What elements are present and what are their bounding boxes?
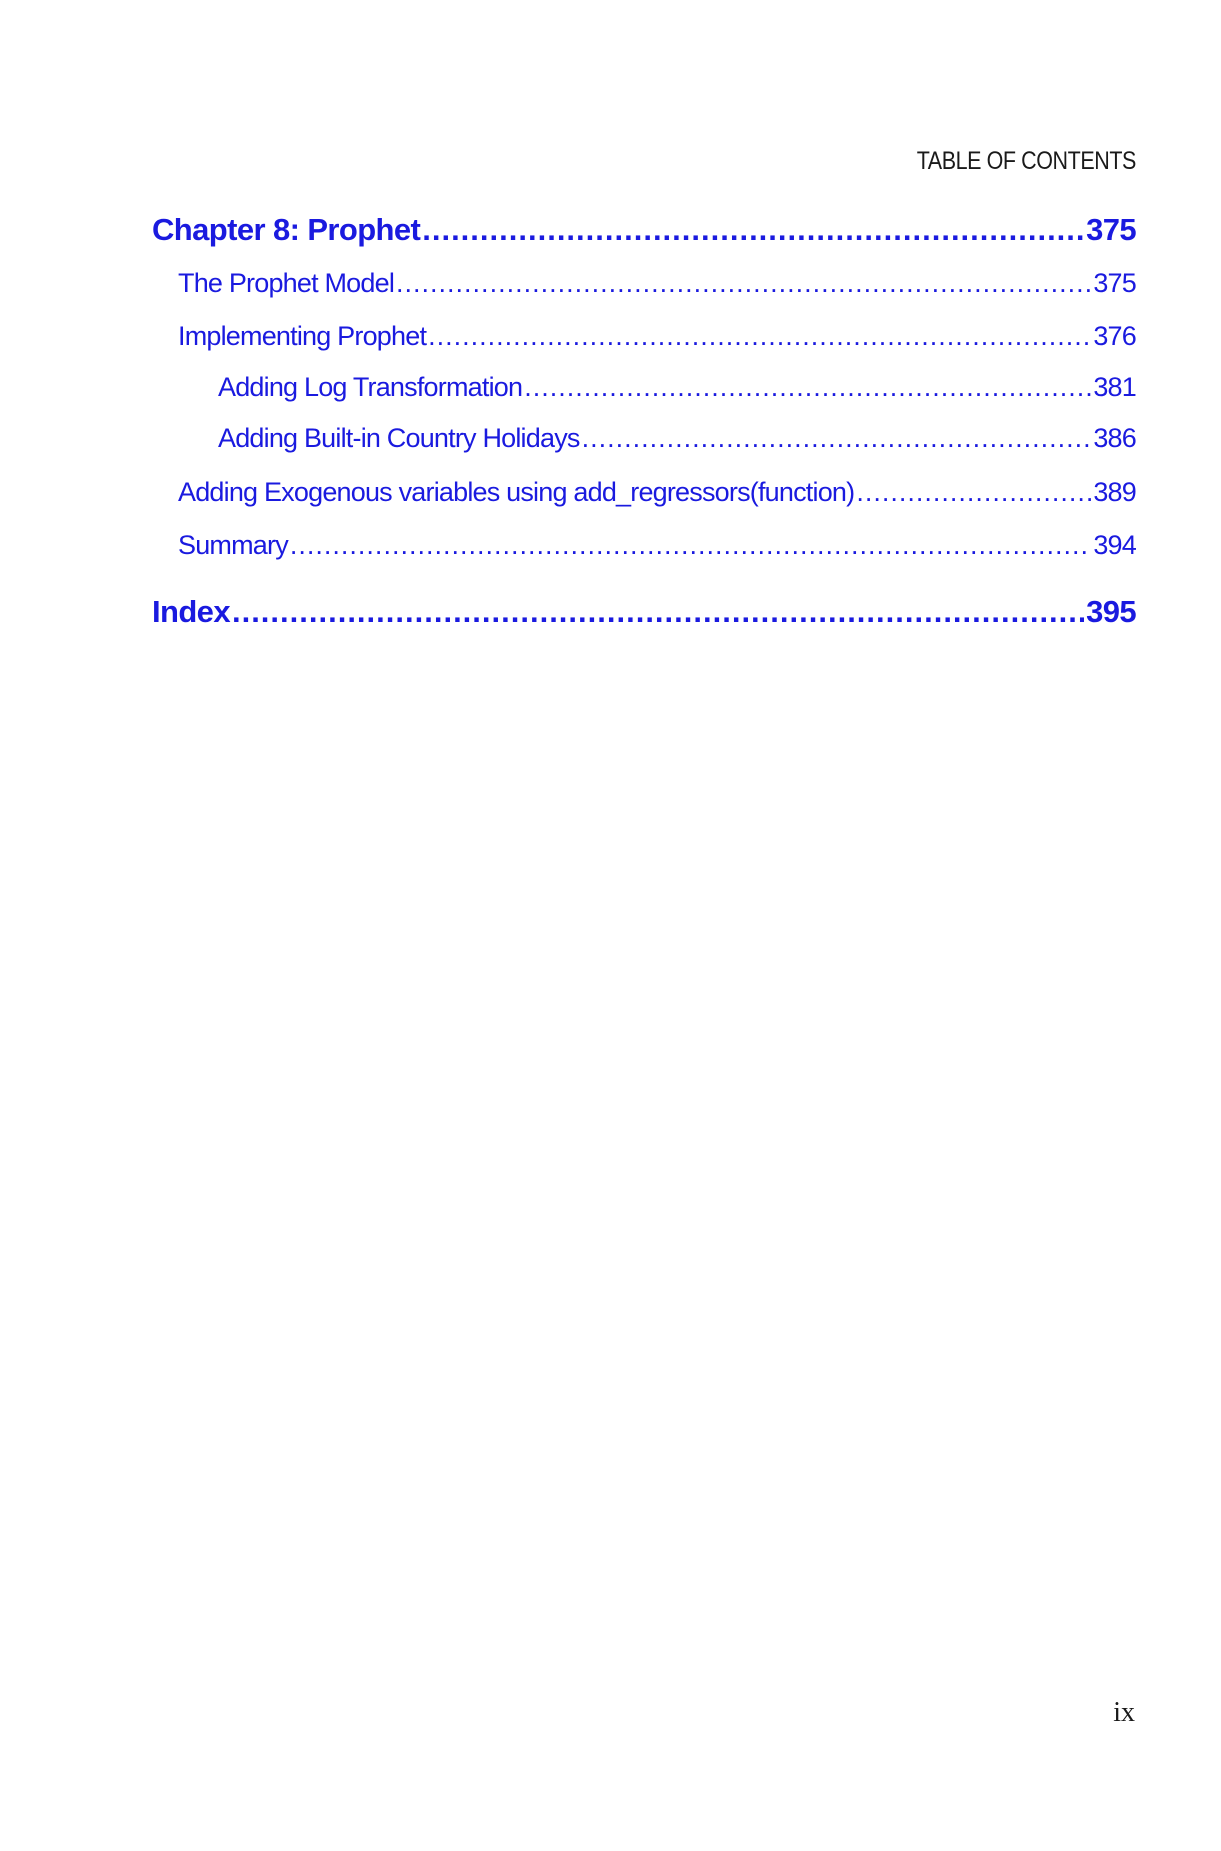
toc-entry-title: The Prophet Model xyxy=(178,268,395,298)
toc-entry-page: 375 xyxy=(1086,212,1136,247)
toc-entry-title: Implementing Prophet xyxy=(178,321,427,351)
dot-leader xyxy=(290,530,1091,561)
page-number: ix xyxy=(1113,1697,1135,1728)
toc-entry-page: 389 xyxy=(1093,477,1136,507)
toc-entry-country-holidays[interactable] xyxy=(218,423,1136,454)
toc-entry-title: Chapter 8: Prophet xyxy=(152,212,421,247)
dot-leader xyxy=(396,268,1091,299)
toc-entry-title: Adding Built-in Country Holidays xyxy=(218,423,580,453)
toc-entry-page: 376 xyxy=(1093,321,1136,351)
toc-entry-page: 395 xyxy=(1086,594,1136,629)
toc-entry-prophet-model[interactable] xyxy=(178,268,1136,299)
toc-entry-page: 375 xyxy=(1093,268,1136,298)
toc-entry-title: Adding Exogenous variables using add_regressors(function) xyxy=(178,477,855,507)
toc-entry-title: Index xyxy=(152,594,230,629)
toc-entry-page: 394 xyxy=(1093,530,1136,560)
dot-leader xyxy=(524,372,1091,403)
toc-entry-exogenous-variables[interactable] xyxy=(178,477,1136,508)
dot-leader xyxy=(422,212,1084,248)
running-head: TABLE OF CONTENTS xyxy=(916,147,1136,175)
dot-leader xyxy=(428,321,1091,352)
toc-entry-page: 381 xyxy=(1093,372,1136,402)
toc-entry-title: Summary xyxy=(178,530,288,560)
toc-entry-log-transformation[interactable] xyxy=(218,372,1136,403)
toc-entry-page: 386 xyxy=(1093,423,1136,453)
toc-entry-implementing-prophet[interactable] xyxy=(178,321,1136,352)
toc-entry-index[interactable] xyxy=(152,594,1136,630)
toc-entry-summary[interactable] xyxy=(178,530,1136,561)
toc-entry-title: Adding Log Transformation xyxy=(218,372,523,402)
toc-entry-chapter-8[interactable] xyxy=(152,212,1136,248)
dot-leader xyxy=(232,594,1084,630)
dot-leader xyxy=(582,423,1092,454)
dot-leader xyxy=(856,477,1091,508)
